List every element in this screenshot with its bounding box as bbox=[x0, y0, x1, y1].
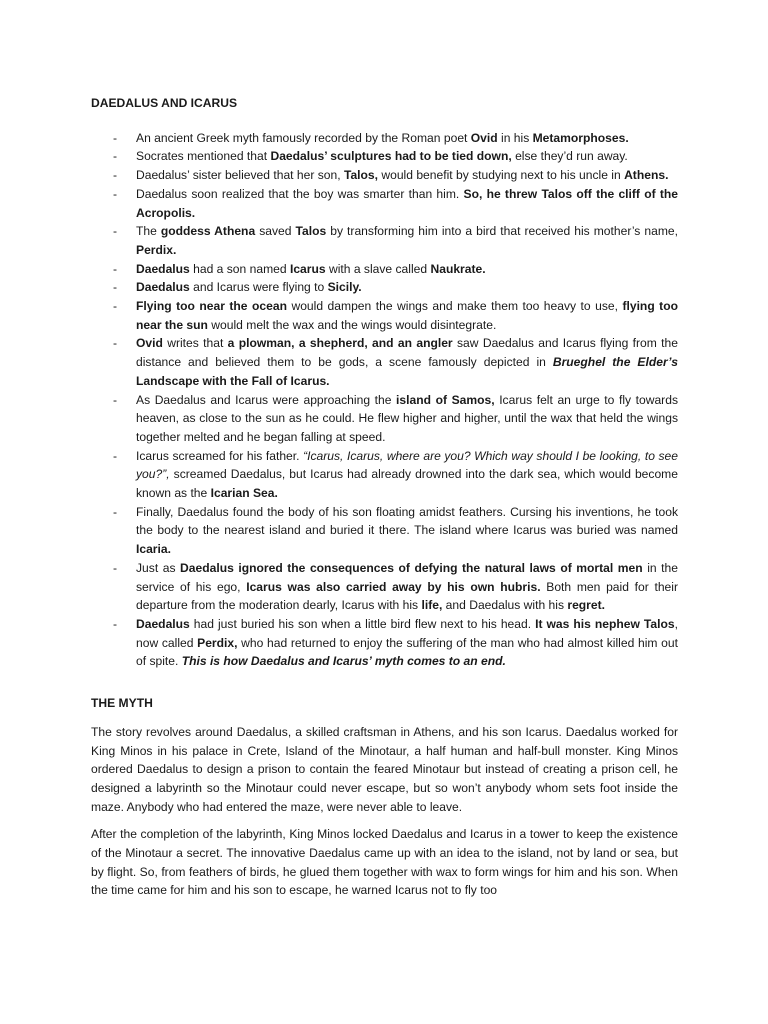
text-run: writes that bbox=[162, 336, 228, 351]
bullet-item bbox=[91, 615, 678, 671]
bullet-dash: - bbox=[113, 130, 118, 145]
document-content bbox=[91, 94, 678, 909]
text-run: would melt the wax and the wings would disintegrate. bbox=[207, 317, 497, 332]
bullet-item bbox=[91, 559, 678, 615]
text-run: saw Daedalus and Icarus flying from the distance and believed them to be gods, a scene famously depicted in bbox=[136, 336, 678, 370]
text-run: Icarus screamed for his father. bbox=[136, 448, 304, 463]
text-run: So, he threw Talos off the cliff of the Acropolis. bbox=[136, 186, 679, 220]
text-run: Flying too near the ocean bbox=[136, 299, 287, 314]
bullet-item bbox=[91, 260, 678, 279]
text-run: in his bbox=[497, 130, 533, 145]
bullet-dash: - bbox=[113, 299, 118, 314]
bullet-item bbox=[91, 147, 678, 166]
text-run: Perdix, bbox=[197, 635, 238, 650]
bullet-dash: - bbox=[113, 149, 118, 164]
text-run: Perdix. bbox=[136, 242, 177, 257]
text-run: had just buried his son when a little bird flew next to his head. bbox=[189, 616, 536, 631]
text-run: would benefit by studying next to his uncle in bbox=[378, 168, 625, 183]
text-run: , now called bbox=[136, 616, 678, 650]
bullet-dash: - bbox=[113, 504, 118, 519]
bullet-item bbox=[91, 503, 678, 559]
bullet-item bbox=[91, 391, 678, 447]
text-run: Both men paid for their departure from the moderation dearly, Icarus with his bbox=[136, 579, 678, 613]
text-run: Talos bbox=[295, 224, 327, 239]
text-run: Daedalus ignored the consequences of defying the natural laws of mortal men bbox=[180, 560, 643, 575]
text-run: a plowman, a shepherd, and an angler bbox=[227, 336, 453, 351]
text-run: Ovid bbox=[470, 130, 498, 145]
text-run: As Daedalus and Icarus were approaching the bbox=[136, 392, 397, 407]
myth-paragraph-1: The story revolves around Daedalus, a skilled craftsman in Athens, and his son Icarus. Daedalus worked for King Minos in his palace in Crete, Island of the Minotaur, a half human and half-bull monster. King Minos ordered Daedalus to design a prison to contain the feared Minotaur but instead of creating a prison cell, he designed a labyrinth so the Minotaur could never escape, but so won’t anybody whom sets foot inside the maze. Anybody who had entered the maze, were never able to leave. bbox=[91, 724, 678, 814]
text-run: Finally, Daedalus found the body of his son floating amidst feathers. Cursing his inventions, he took the body to the nearest island and buried it there. The island where Icarus was buried was named bbox=[136, 504, 678, 538]
text-run: life, bbox=[421, 598, 443, 613]
text-run: Landscape with the Fall of Icarus. bbox=[136, 373, 330, 388]
bullet-dash: - bbox=[113, 392, 118, 407]
text-run: Socrates mentioned that bbox=[136, 149, 271, 164]
text-run: screamed Daedalus, but Icarus had already drowned into the dark sea, which would become known as the bbox=[136, 467, 678, 501]
text-run: Icarus was also carried away by his own hubris. bbox=[246, 579, 541, 594]
text-run: Daedalus’ sculptures had to be tied down, bbox=[270, 149, 512, 164]
text-run: Just as bbox=[136, 560, 181, 575]
bullet-dash: - bbox=[113, 336, 118, 351]
text-run: Brueghel the Elder’s bbox=[552, 355, 678, 370]
text-run: Athens. bbox=[624, 168, 669, 183]
text-run: The bbox=[136, 224, 161, 239]
text-run: Sicily. bbox=[327, 280, 362, 295]
bullet-dash: - bbox=[113, 280, 118, 295]
section-heading-the-myth: THE MYTH bbox=[91, 696, 153, 711]
text-run: Daedalus’ sister believed that her son, bbox=[136, 168, 344, 183]
bullet-dash: - bbox=[113, 616, 118, 631]
bullet-dash: - bbox=[113, 261, 118, 276]
text-run: Daedalus bbox=[136, 280, 190, 295]
bullet-dash: - bbox=[113, 168, 118, 183]
text-run: and Daedalus with his bbox=[442, 598, 568, 613]
text-run: flying too near the sun bbox=[136, 299, 678, 332]
bullet-dash: - bbox=[113, 186, 118, 201]
text-run: goddess Athena bbox=[160, 224, 256, 239]
text-run: in the service of his ego, bbox=[136, 560, 678, 594]
text-run: island of Samos, bbox=[396, 392, 495, 407]
text-run: would dampen the wings and make them too heavy to use, bbox=[286, 299, 623, 314]
text-run: and Icarus were flying to bbox=[189, 280, 328, 295]
text-run: Ovid bbox=[136, 336, 163, 351]
text-run: Icarian Sea. bbox=[210, 486, 278, 501]
text-run: “Icarus, Icarus, where are you? Which way should I be looking, to see you?”, bbox=[136, 448, 678, 482]
section-heading-daedalus-and-icarus: DAEDALUS AND ICARUS bbox=[91, 96, 238, 110]
text-run: Naukrate. bbox=[430, 261, 486, 276]
text-run: Icaria. bbox=[136, 542, 171, 557]
text-run: by transforming him into a bird that received his mother’s name, bbox=[326, 224, 678, 239]
bullet-dash: - bbox=[113, 560, 118, 575]
myth-paragraph-2: After the completion of the labyrinth, King Minos locked Daedalus and Icarus in a tower to keep the existence of the Minotaur a secret. The innovative Daedalus came up with an idea to the island, not by land or sea, but by flight. So, from feathers of birds, he glued them together with wax to form wings for him and his son. When the time came for him and his son to escape, he warned Icarus not to fly too bbox=[91, 827, 678, 898]
text-run: It was his nephew Talos bbox=[535, 616, 675, 631]
text-run: Metamorphoses. bbox=[532, 130, 629, 145]
text-run: who had returned to enjoy the suffering of the man who had almost killed him out of spite. bbox=[136, 635, 678, 669]
bullet-item bbox=[91, 297, 678, 334]
text-run: regret. bbox=[567, 598, 605, 613]
bullet-item bbox=[91, 278, 678, 297]
bullet-dash: - bbox=[113, 224, 118, 239]
bullet-item bbox=[91, 166, 678, 185]
facts-bullet-list bbox=[91, 129, 678, 671]
text-run: saved bbox=[255, 224, 296, 239]
text-run: Daedalus soon realized that the boy was smarter than him. bbox=[136, 186, 464, 201]
text-run: with a slave called bbox=[325, 261, 431, 276]
bullet-item bbox=[91, 185, 678, 222]
bullet-item bbox=[91, 334, 678, 390]
text-run: Daedalus bbox=[136, 616, 190, 631]
text-run: This is how Daedalus and Icarus’ myth comes to an end. bbox=[181, 654, 506, 669]
text-run: Icarus bbox=[289, 261, 326, 276]
text-run: Icarus felt an urge to fly towards heaven, as close to the sun as he could. He flew higher and higher, until the wax that held the wings together melted and he began falling at speed. bbox=[136, 392, 678, 444]
bullet-item bbox=[91, 222, 678, 259]
text-run: Daedalus bbox=[136, 261, 190, 276]
text-run: else they’d run away. bbox=[511, 149, 628, 164]
bullet-item bbox=[91, 447, 678, 503]
text-run: Talos, bbox=[343, 168, 379, 183]
text-run: had a son named bbox=[189, 261, 290, 276]
bullet-item bbox=[91, 129, 678, 148]
bullet-dash: - bbox=[113, 448, 118, 463]
text-run: An ancient Greek myth famously recorded by the Roman poet bbox=[136, 130, 471, 145]
